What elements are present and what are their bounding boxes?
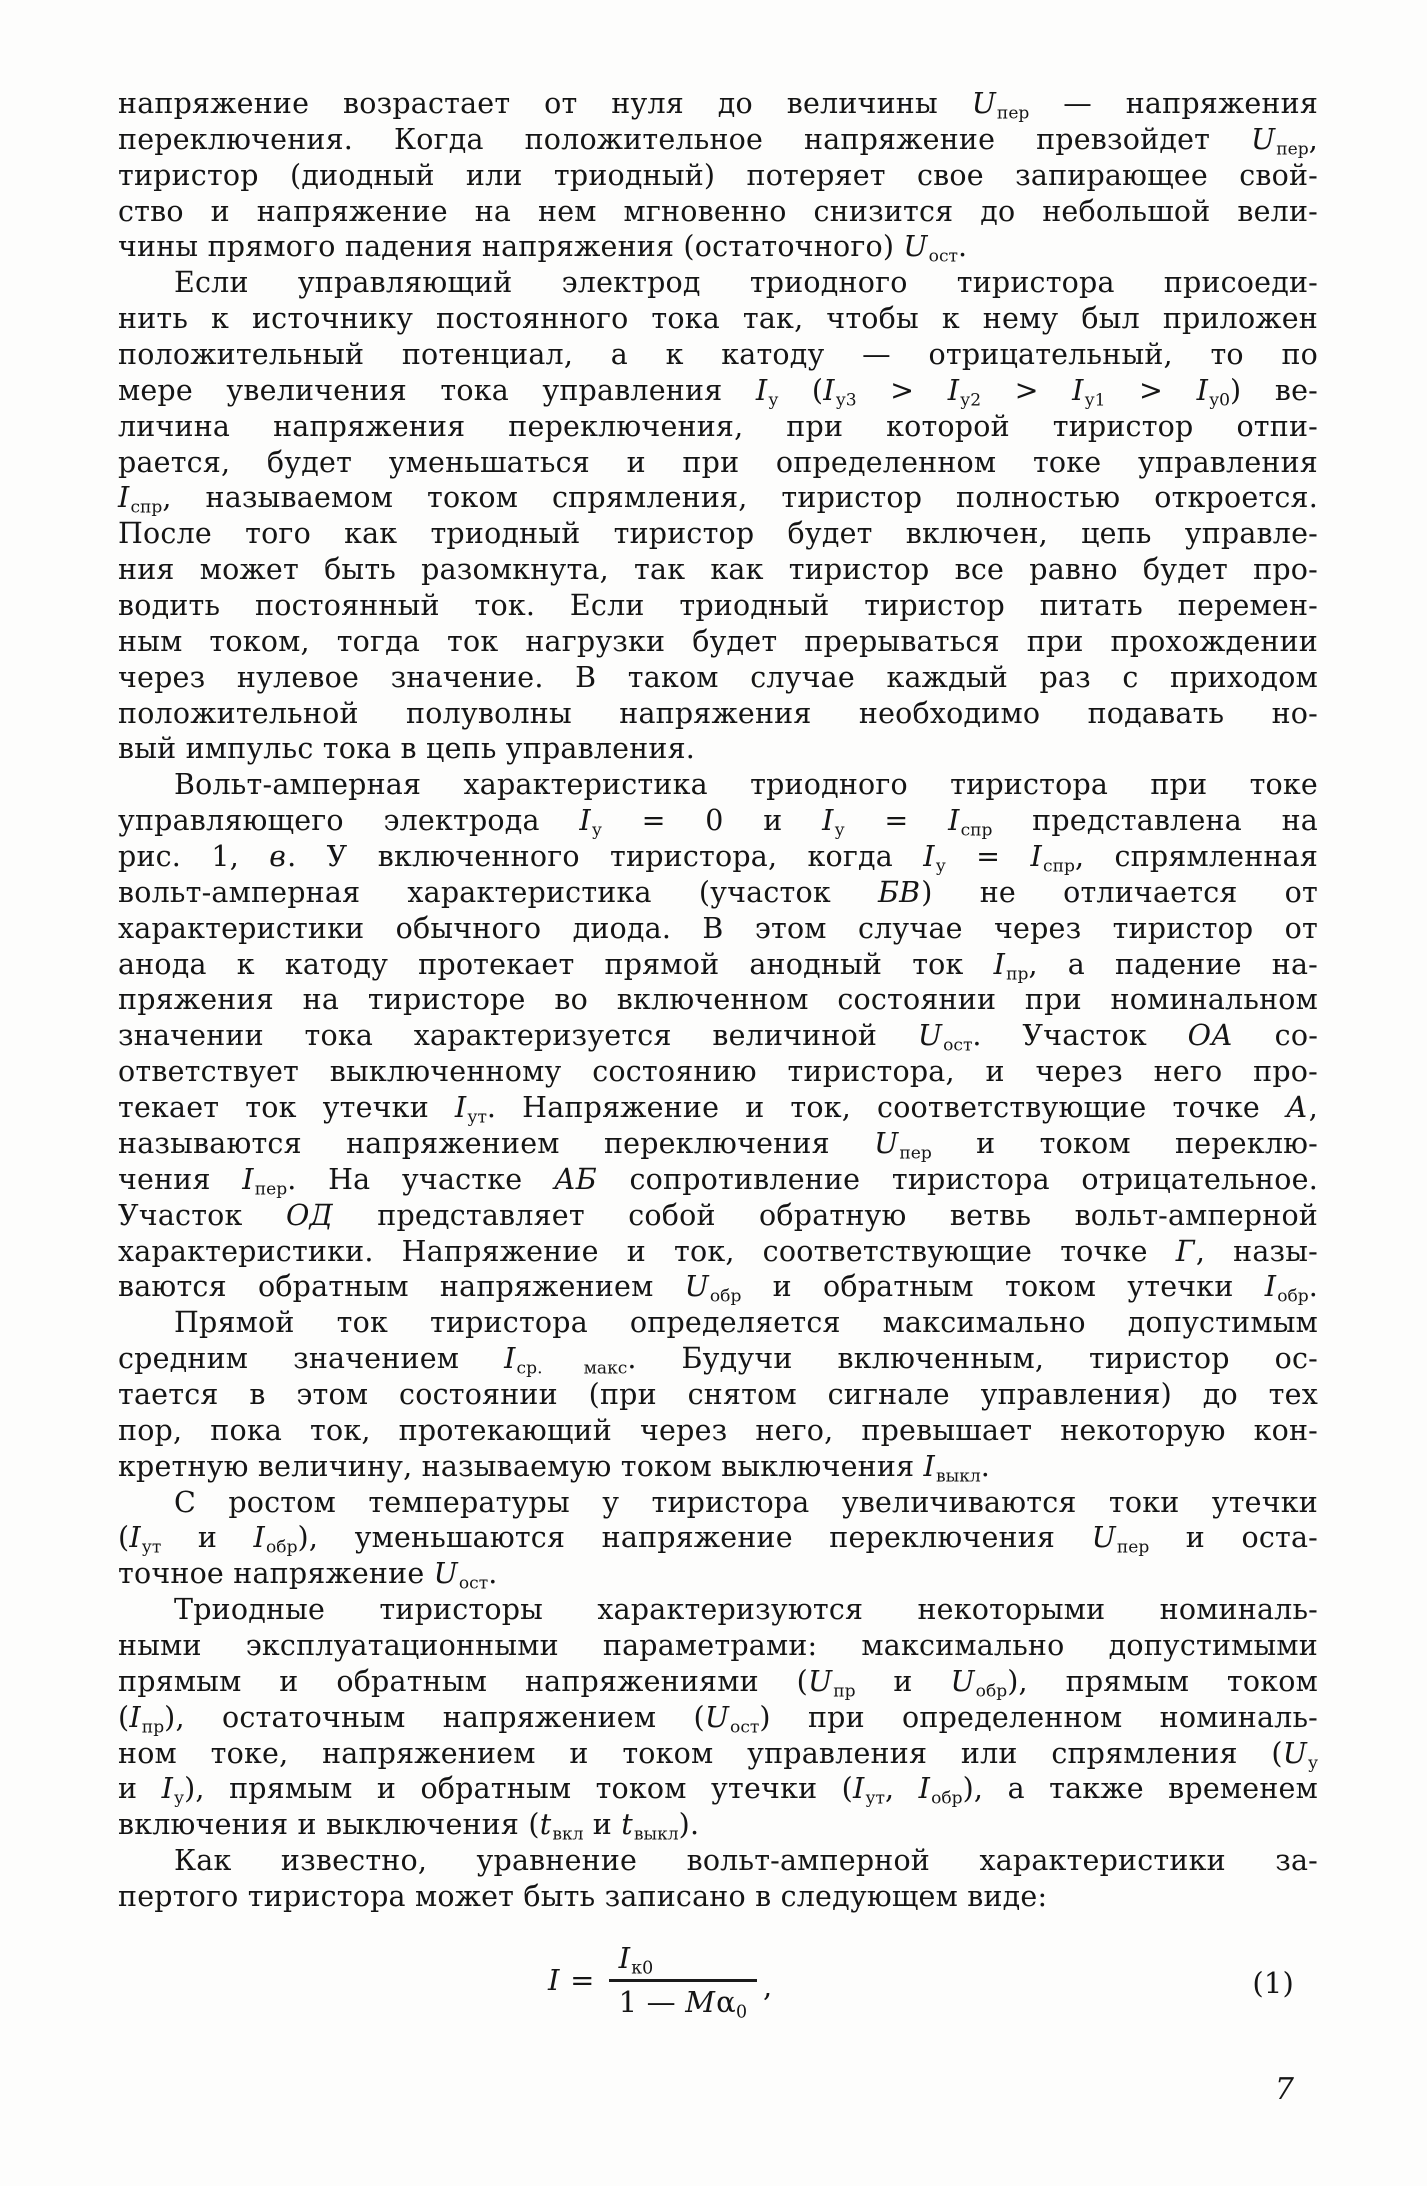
text-line: тается в этом состоянии (при снятом сигнале управления) до тех <box>118 1377 1318 1411</box>
text-line: чины прямого падения напряжения (остаточного) $U_{ост}$. <box>118 230 968 267</box>
equation-denominator: 1 — $M\alpha_0$ <box>609 1979 757 2021</box>
body-text <box>118 86 1318 2027</box>
text-line: С ростом температуры у тиристора увеличиваются токи утечки <box>174 1485 1318 1519</box>
text-line: ваются обратным напряжением $U_{обр}$ и обратным током утечки $I_{обр}$. <box>118 1270 1318 1307</box>
text-line: положительной полуволны напряжения необходимо подавать но- <box>118 696 1318 730</box>
text-line: Вольт-амперная характеристика триодного тиристора при токе <box>174 768 1318 802</box>
text-line: личина напряжения переключения, при которой тиристор отпи- <box>118 409 1318 443</box>
text-line: рается, будет уменьшаться и при определенном токе управления <box>118 445 1318 479</box>
text-line: прямым и обратным напряжениями ($U_{пр}$ и $U_{обр}$), прямым током <box>118 1664 1318 1702</box>
page-number: 7 <box>1274 2072 1294 2107</box>
text-line: $I_{спр}$, называемом током спрямления, тиристор полностью откроется. <box>118 481 1318 518</box>
text-line: Участок ОД представляет собой обратную ветвь вольт-амперной <box>118 1198 1319 1232</box>
equation-fraction <box>609 1941 757 2021</box>
text-line: водить постоянный ток. Если триодный тиристор питать перемен- <box>118 589 1318 623</box>
text-line: положительный потенциал, а к катоду — отрицательный, то по <box>118 338 1318 372</box>
text-line: нить к источнику постоянного тока так, чтобы к нему был приложен <box>118 302 1318 336</box>
text-line: тиристор (диодный или триодный) потеряет свое запирающее свой- <box>118 158 1318 192</box>
text-line: Если управляющий электрод триодного тиристора присоеди- <box>174 266 1318 300</box>
text-line: После того как триодный тиристор будет включен, цепь управле- <box>118 517 1318 551</box>
text-line: мере увеличения тока управления $I_у$ $(I_{у3} > I_{у2} > I_{у1} > I_{у0})$ ве- <box>118 373 1318 411</box>
text-line: называются напряжением переключения $U_{пер}$ и током переклю- <box>118 1126 1318 1164</box>
text-line: вольт-амперная характеристика (участок БВ) не отличается от <box>118 875 1318 909</box>
text-line: чения $I_{пер}$. На участке АБ сопротивление тиристора отрицательное. <box>118 1162 1318 1200</box>
text-line: Как известно, уравнение вольт-амперной характеристики за- <box>174 1844 1318 1878</box>
text-line: ответствует выключенному состоянию тиристора, и через него про- <box>118 1055 1318 1089</box>
text-line: средним значением $I_{ср. макс}$. Будучи включенным, тиристор ос- <box>118 1342 1318 1379</box>
text-line: ными эксплуатационными параметрами: максимально допустимыми <box>118 1628 1318 1662</box>
equation-expression <box>548 1941 772 2021</box>
text-line: пряжения на тиристоре во включенном состоянии при номинальном <box>118 983 1318 1017</box>
text-line: ном токе, напряжением и током управления или спрямления ($U_у$ <box>118 1736 1318 1773</box>
text-line: характеристики обычного диода. В этом случае через тиристор от <box>118 911 1318 945</box>
text-line: напряжение возрастает от нуля до величины $U_{пер}$ — напряжения <box>118 87 1318 124</box>
text-line: и $I_у$), прямым и обратным током утечки ($I_{ут}$, $I_{обр}$), а также временем <box>118 1772 1318 1809</box>
text-line: кретную величину, называемую током выключения $I_{выкл}$. <box>118 1449 991 1487</box>
text-line: Триодные тиристоры характеризуются некоторыми номиналь- <box>174 1593 1318 1627</box>
text-line: рис. 1, в. У включенного тиристора, когда $I_у = I_{спр}$, спрямленная <box>118 840 1318 877</box>
text-line: пор, пока ток, протекающий через него, превышает некоторую кон- <box>118 1413 1318 1447</box>
text-line: ния может быть разомкнута, так как тиристор все равно будет про- <box>118 553 1318 587</box>
text-line: пертого тиристора может быть записано в следующем виде: <box>118 1879 1048 1913</box>
text-line: ($I_{ут}$ и $I_{обр}$), уменьшаются напряжение переключения $U_{пер}$ и оста- <box>118 1521 1318 1558</box>
text-line: включения и выключения ($t_{вкл}$ и $t_{выкл}$). <box>118 1808 700 1845</box>
equation-numerator: $I_{к0}$ <box>618 1940 654 1979</box>
text-line: текает ток утечки $I_{ут}$. Напряжение и ток, соответствующие точке А, <box>118 1091 1319 1128</box>
text-line: Прямой ток тиристора определяется максимально допустимым <box>174 1306 1318 1340</box>
equation-number: (1) <box>1252 1965 1294 2000</box>
text-line: значении тока характеризуется величиной $U_{ост}$. Участок ОА со- <box>118 1019 1319 1056</box>
text-line: характеристики. Напряжение и ток, соответствующие точке Г, назы- <box>118 1234 1318 1268</box>
text-line: анода к катоду протекает прямой анодный ток $I_{пр}$, а падение на- <box>118 947 1319 985</box>
text-line: ство и напряжение на нем мгновенно снизится до небольшой вели- <box>118 194 1318 228</box>
text-line: точное напряжение $U_{ост}$. <box>118 1557 498 1594</box>
equation-lhs: I = <box>548 1962 595 1997</box>
equation-1 <box>118 1941 1318 2027</box>
text-line: управляющего электрода $I_у = 0$ и $I_у = I_{спр}$ представлена на <box>118 804 1318 841</box>
text-line: вый импульс тока в цепь управления. <box>118 732 696 766</box>
text-line: через нулевое значение. В таком случае каждый раз с приходом <box>118 660 1318 694</box>
text-line: ным током, тогда ток нагрузки будет прерываться при прохождении <box>118 624 1318 658</box>
text-line: $(I_{пр})$, остаточным напряжением $(U_{ост})$ при определенном номиналь- <box>118 1700 1319 1738</box>
text-line: переключения. Когда положительное напряжение превзойдет $U_{пер}$, <box>118 122 1318 160</box>
equation-comma: , <box>763 1968 773 2003</box>
